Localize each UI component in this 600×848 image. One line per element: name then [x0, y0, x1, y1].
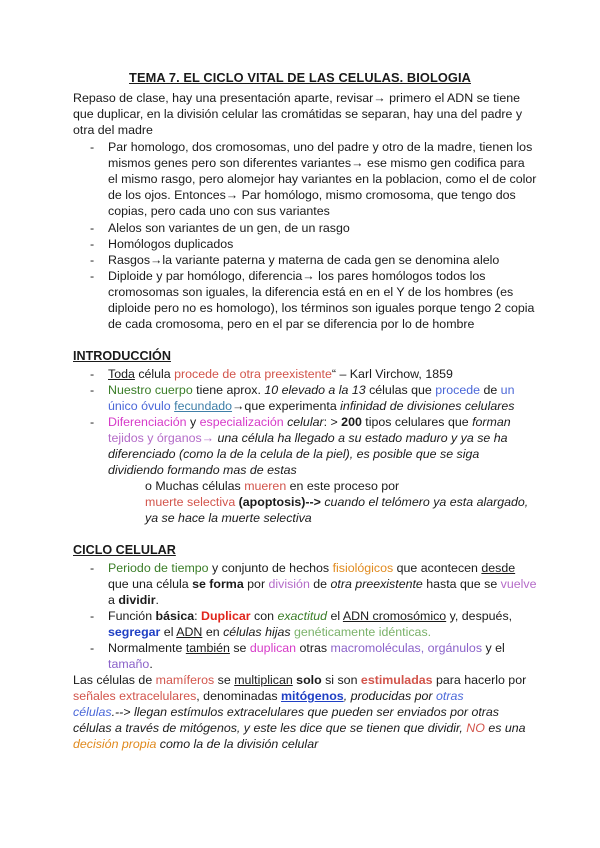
toda-text: Toda [108, 367, 135, 381]
text-span: y conjunto de hechos [208, 561, 333, 575]
text-span: se [214, 673, 235, 687]
text-span: hasta que se [422, 577, 501, 591]
text-span: “ – Karl Virchow, 1859 [331, 367, 453, 381]
text-span: es una [484, 721, 526, 735]
text-span: se [229, 641, 250, 655]
diferenciacion-text: Diferenciación [108, 415, 187, 429]
intro-line-2: que duplicar, en la división celular las cromátidas se separan, hay una del padre y [73, 107, 523, 121]
unico-ovulo-text: único óvulo [108, 399, 171, 413]
ciclo-item-2-line-1 [108, 608, 512, 624]
forman-text: forman [472, 415, 511, 429]
introduccion-heading: INTRODUCCIÓN [73, 349, 171, 363]
desde-text: desde [481, 561, 516, 575]
duplicar-text: Duplicar [201, 609, 251, 623]
introduccion-item-3-line-4: dividiendo formando mas de estas [108, 463, 297, 477]
infinidad-text: infinidad de divisiones celulares [340, 399, 515, 413]
ciclo-item-2-line-2 [108, 624, 431, 640]
bullet-dash: - [90, 383, 95, 397]
introduccion-subitem-line-1 [145, 478, 399, 494]
repaso-item-1-line-3: el mismo rasgo, pero alomejor hay variantes en la poblacion, como el de color [108, 172, 537, 186]
text-span: por [243, 577, 269, 591]
nuestro-cuerpo-text: Nuestro cuerpo [108, 383, 193, 397]
text-span: el [327, 609, 343, 623]
se-forma-text: se forma [192, 577, 244, 591]
text-span: tipos celulares que [361, 415, 473, 429]
ciclo-item-1-line-3 [108, 592, 159, 608]
introduccion-item-3-line-1 [108, 414, 511, 430]
bullet-dash: - [90, 221, 95, 235]
multiplican-text: multiplican [234, 673, 293, 687]
exactitud-text: exactitud [277, 609, 328, 623]
mueren-text: mueren [244, 479, 287, 493]
bullet-dash: - [90, 253, 95, 267]
text-span: : [194, 609, 201, 623]
repaso-item-5-line-2: cromosomas son iguales, la diferencia está en en el Y de los hombres (es [108, 285, 514, 299]
text-span: si son [321, 673, 361, 687]
ciclo-heading: CICLO CELULAR [73, 543, 176, 557]
text-span: . [155, 593, 159, 607]
repaso-item-1-line-5: copias, pero cada uno con sus variantes [108, 204, 330, 218]
text-span: células a través de mitógenos, y este les dice que se tienen que dividir, [73, 721, 467, 735]
text-span: y [186, 415, 200, 429]
text-span: para hacerlo por [432, 673, 527, 687]
sub-bullet: o [145, 479, 152, 493]
repaso-item-2: Alelos son variantes de un gen, de un rasgo [108, 221, 350, 235]
introduccion-item-3-line-2 [108, 430, 508, 446]
introduccion-item-2-line-1 [108, 382, 514, 398]
ciclo-item-3-line-2 [108, 656, 153, 672]
ciclo-paragraph-line-3 [73, 704, 499, 720]
fisiologicos-text: fisiológicos [332, 561, 394, 575]
tamano-text: tamaño [108, 657, 150, 671]
estimuladas-text: estimuladas [360, 673, 433, 687]
text-span: de [309, 577, 331, 591]
repaso-item-1-line-2: mismos genes pero son diferentes variantes→ ese mismo gen codifica para [108, 156, 525, 170]
decision-propia-text: decisión propia [73, 737, 157, 751]
text-span: el [160, 625, 177, 639]
basica-text: básica [155, 609, 195, 623]
segregar-text: segregar [108, 625, 161, 639]
repaso-item-4: Rasgos→la variante paterna y materna de cada gen se denomina alelo [108, 253, 500, 267]
text-span: con [250, 609, 278, 623]
duplican-text: duplican [249, 641, 297, 655]
producidas-text: , producidas por [343, 689, 436, 703]
text-span: célula [134, 367, 175, 381]
repaso-item-1-line-1: Par homologo, dos cromosomas, uno del padre y otro de la madre, tienen los [108, 140, 533, 154]
ciclo-paragraph-line-5 [73, 736, 318, 752]
bullet-dash: - [90, 140, 95, 154]
adn-cromosomico-text: ADN cromosómico [342, 609, 447, 623]
ciclo-paragraph-line-2 [73, 688, 464, 704]
llegan-text: .--> llegan estímulos extracelulares que pueden ser enviados por otras [111, 705, 500, 719]
introduccion-item-1 [108, 366, 453, 382]
text-span: , denominadas [196, 689, 282, 703]
senales-text: señales extracelulares [73, 689, 197, 703]
text-span: y el [482, 641, 505, 655]
no-text: NO [466, 721, 485, 735]
division-text: división [268, 577, 310, 591]
celulas-text: células [73, 705, 112, 719]
macromoleculas-text: macromoléculas, orgánulos [330, 641, 483, 655]
bullet-dash: - [90, 609, 95, 623]
text-span: que acontecen [393, 561, 482, 575]
text-span: de [480, 383, 501, 397]
text-span: Normalmente [108, 641, 186, 655]
dividir-text: dividir [118, 593, 156, 607]
procede-text: procede de otra preexistente [174, 367, 332, 381]
vuelve-text: vuelve [500, 577, 537, 591]
text-span: otras [296, 641, 331, 655]
fecundado-text: fecundado [174, 399, 233, 413]
text-span: que una célula [108, 577, 193, 591]
text-span: células que [365, 383, 436, 397]
tambien-text: también [185, 641, 230, 655]
repaso-item-5-line-3: diploide pero no es homologo), los términos son iguales porque tengo 2 copia [108, 301, 535, 315]
text-span: a [108, 593, 119, 607]
bullet-dash: - [90, 269, 95, 283]
una-celula-text: una célula ha llegado a su estado maduro y ya se ha [214, 431, 508, 445]
introduccion-item-3-line-3: diferenciado (como la de la celula de la piel), es posible que se siga [108, 447, 480, 461]
otras-text: otras [435, 689, 464, 703]
intro-line-3: otra del madre [73, 123, 153, 137]
bullet-dash: - [90, 237, 95, 251]
introduccion-subitem-line-2 [145, 494, 528, 510]
intro-line-1: Repaso de clase, hay una presentación aparte, revisar→ primero el ADN se tiene [73, 91, 520, 105]
introduccion-subitem-line-3: ya se hace la muerte selectiva [145, 511, 312, 525]
text-span: en este proceso por [286, 479, 400, 493]
periodo-text: Periodo de tiempo [108, 561, 209, 575]
bullet-dash: - [90, 367, 95, 381]
un-text: un [500, 383, 515, 397]
bullet-dash: - [90, 415, 95, 429]
mitogenos-text: mitógenos [281, 689, 344, 703]
document-title: TEMA 7. EL CICLO VITAL DE LAS CELULAS. BIOLOGIA [129, 70, 471, 85]
text-span: : > [323, 415, 342, 429]
especializacion-text: especialización [199, 415, 284, 429]
adn-text: ADN [176, 625, 203, 639]
apoptosis-text: (apoptosis)--> [235, 495, 321, 509]
ciclo-item-3-line-1 [108, 640, 505, 656]
procede-blue-text: procede [435, 383, 480, 397]
ten-power-text: 10 elevado a la 13 [264, 383, 366, 397]
text-span: tiene aprox. [192, 383, 265, 397]
bullet-dash: - [90, 561, 95, 575]
repaso-item-5-line-4: de cada cromosoma, pero en el par se diferencia por lo de hombre [108, 317, 475, 331]
repaso-item-5-line-1: Diploide y par homólogo, diferencia→ los pares homólogos todos los [108, 269, 486, 283]
tejidos-text: tejidos y órganos→ [108, 431, 215, 445]
text-span: como la de la división celular [156, 737, 319, 751]
solo-text: solo [292, 673, 322, 687]
muerte-selectiva-text: muerte selectiva [145, 495, 236, 509]
ciclo-item-1-line-2 [108, 576, 536, 592]
ciclo-paragraph-line-4 [73, 720, 526, 736]
celulas-hijas-text: células hijas [223, 625, 291, 639]
text-span: →que experimenta [232, 399, 341, 413]
bullet-dash: - [90, 641, 95, 655]
otra-preexistente-text: otra preexistente [330, 577, 423, 591]
text-span: Las células de [73, 673, 156, 687]
ciclo-paragraph-line-1 [73, 672, 526, 688]
introduccion-item-2-line-2 [108, 398, 514, 414]
text-span: y, después, [446, 609, 513, 623]
repaso-item-3: Homólogos duplicados [108, 237, 234, 251]
celular-text: celular [283, 415, 324, 429]
cuando-text: cuando el telómero ya esta alargado, [320, 495, 529, 509]
ciclo-item-1-line-1 [108, 560, 515, 576]
mamiferos-text: mamíferos [155, 673, 215, 687]
text-span: Función [108, 609, 156, 623]
repaso-item-1-line-4: de los ojos. Entonces→ Par homólogo, mismo cromosoma, que tengo dos [108, 188, 516, 202]
text-span: en [202, 625, 224, 639]
text-span: . [149, 657, 153, 671]
text-span: Muchas células [155, 479, 245, 493]
geneticamente-text: genéticamente idénticas. [290, 625, 432, 639]
doscientos-text: 200 [341, 415, 362, 429]
